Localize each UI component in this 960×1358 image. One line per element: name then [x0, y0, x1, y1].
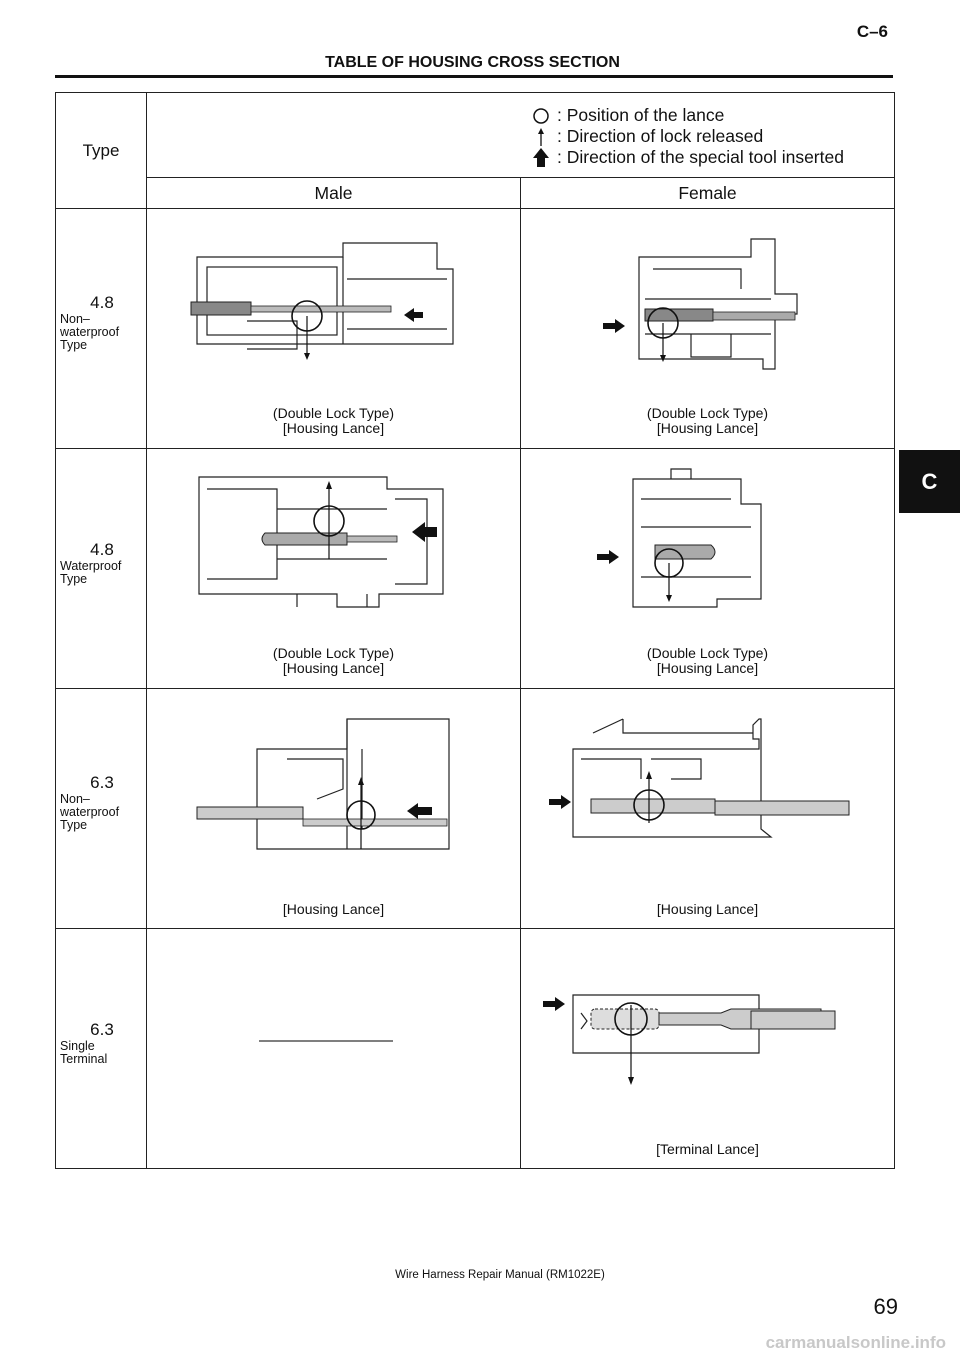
- type-desc-line: Type: [60, 572, 88, 586]
- figure-caption-line: [Housing Lance]: [656, 901, 759, 917]
- type-desc-line: Waterproof: [60, 559, 122, 573]
- figure-caption-line: [Housing Lance]: [282, 420, 385, 436]
- watermark: carmanualsonline.info: [765, 1333, 946, 1352]
- legend-cell: [147, 93, 895, 178]
- title-rule: [55, 75, 893, 78]
- male-figure-cell: [147, 209, 521, 449]
- type-size: 6.3: [90, 773, 114, 792]
- type-desc-line: Terminal: [60, 1052, 108, 1066]
- figure-caption-line: (Double Lock Type): [646, 645, 769, 661]
- thin-arrow-up-icon: [529, 127, 553, 147]
- type-cell: [56, 449, 147, 689]
- legend-item-tool: [529, 147, 844, 168]
- type-size: 4.8: [90, 293, 114, 312]
- female-figure-cell: [521, 689, 895, 929]
- female-figure-cell: [521, 209, 895, 449]
- type-size: 6.3: [90, 1020, 114, 1039]
- type-cell: [56, 929, 147, 1169]
- figure-caption-line: (Double Lock Type): [272, 405, 395, 421]
- connector-cross-section-drawing: [147, 689, 521, 928]
- empty-entry-dash: [147, 929, 521, 1168]
- type-desc-line: Type: [60, 818, 88, 832]
- female-figure-cell: [521, 449, 895, 689]
- connector-cross-section-drawing: [521, 689, 895, 928]
- legend-item-lock: [529, 126, 844, 147]
- figure-caption-line: [Housing Lance]: [282, 901, 385, 917]
- figure-caption-line: [Housing Lance]: [282, 660, 385, 676]
- bold-arrow-up-icon: [529, 147, 553, 168]
- section-tab: C: [899, 450, 960, 513]
- circle-icon: [529, 107, 553, 125]
- type-cell: [56, 209, 147, 449]
- figure-caption-line: [Terminal Lance]: [656, 1141, 759, 1157]
- page-number: 69: [873, 1294, 898, 1319]
- legend-text: : Direction of the special tool inserted: [557, 147, 844, 167]
- figure-caption-line: [Housing Lance]: [656, 660, 759, 676]
- male-figure-cell: [147, 929, 521, 1169]
- legend-text: : Direction of lock released: [557, 126, 764, 146]
- connector-cross-section-drawing: [521, 929, 895, 1168]
- page-code: C–6: [856, 22, 888, 41]
- figure-caption-line: (Double Lock Type): [272, 645, 395, 661]
- figure-caption-line: [Housing Lance]: [656, 420, 759, 436]
- type-desc-line: Type: [60, 338, 88, 352]
- legend-item-lance: [529, 105, 844, 126]
- type-desc-line: waterproof: [60, 805, 120, 819]
- female-figure-cell: [521, 929, 895, 1169]
- type-cell: [56, 689, 147, 929]
- male-figure-cell: [147, 449, 521, 689]
- type-desc-line: Non–: [60, 792, 90, 806]
- type-header: Type: [56, 93, 147, 209]
- column-header-male: Male: [147, 178, 521, 209]
- legend: [529, 105, 844, 168]
- legend-text: : Position of the lance: [557, 105, 725, 125]
- column-header-female: Female: [521, 178, 895, 209]
- housing-cross-section-table: [55, 92, 895, 1169]
- figure-caption-line: (Double Lock Type): [646, 405, 769, 421]
- document-title: TABLE OF HOUSING CROSS SECTION: [325, 54, 620, 71]
- type-desc-line: Single: [60, 1039, 95, 1053]
- type-size: 4.8: [90, 540, 114, 559]
- type-desc-line: Non–: [60, 312, 90, 326]
- type-desc-line: waterproof: [60, 325, 120, 339]
- male-figure-cell: [147, 689, 521, 929]
- manual-footer: Wire Harness Repair Manual (RM1022E): [395, 1269, 605, 1281]
